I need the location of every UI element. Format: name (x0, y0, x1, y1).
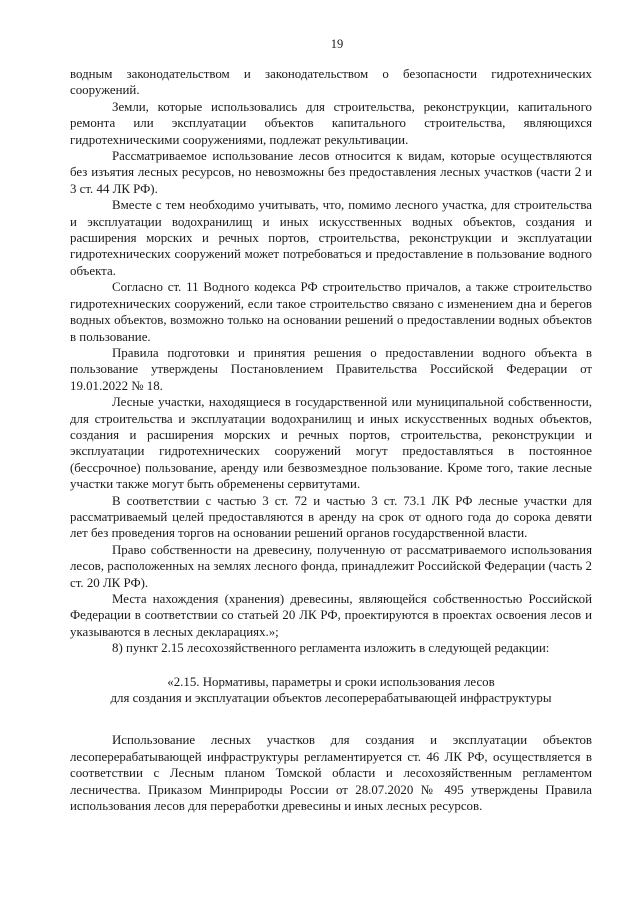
paragraph: Правила подготовки и принятия решения о предоставлении водного объекта в пользование утверждены Постановлением Правительства Российской Федерации от 19.01.2022 № 18. (70, 345, 592, 393)
page-number: 19 (330, 37, 344, 51)
paragraphs-after (70, 732, 592, 814)
paragraph: Вместе с тем необходимо учитывать, что, помимо лесного участка, для строительства и эксплуатации водохранилищ и иных искусственных водных объектов, создания и расширения морских и речных портов, строительства, реконструкции и эксплуатации гидротехнических сооружений может потребоваться и предоставление в пользование водного объекта. (70, 198, 592, 278)
paragraph: водным законодательством и законодательством о безопасности гидротехнических сооружений. (70, 67, 592, 98)
paragraph: 8) пункт 2.15 лесохозяйственного регламента изложить в следующей редакции: (112, 641, 550, 656)
paragraph: Использование лесных участков для создания и эксплуатации объектов лесоперерабатывающей инфраструктуры регламентируется ст. 46 ЛК РФ, осуществляется в соответствии с Лесным планом Томской области и лесохозяйственным регламентом лесничества. Приказом Минприроды России от 28.07.2020 № 495 утверждены Правила использования лесов для переработки древесины и иных лесных ресурсов. (70, 733, 592, 814)
paragraph: Лесные участки, находящиеся в государственной или муниципальной собственности, для строительства и эксплуатации водохранилищ и иных искусственных водных объектов, создания и расширения морских и речных портов, строительства, реконструкции и эксплуатации гидротехнических сооружений могут предоставляться в постоянное (бессрочное) пользование, аренду или безвозмездное пользование. Кроме того, такие лесные участки также могут быть обременены сервитутами. (70, 395, 592, 492)
paragraph: Места нахождения (хранения) древесины, являющейся собственностью Российской Федерации в соответствии со статьей 20 ЛК РФ, проектируются в проектах освоения лесов и указываются в лесных декларациях.»; (70, 592, 592, 639)
section-title-line-2: для создания и эксплуатации объектов лесоперерабатывающей инфраструктуры (110, 691, 552, 706)
paragraph: Земли, которые использовались для строительства, реконструкции, капитального ремонта или эксплуатации объектов капитального строительства, являющихся гидротехническими сооружениями, подлежат рекультивации. (70, 99, 592, 147)
paragraph: Право собственности на древесину, полученную от рассматриваемого использования лесов, расположенных на землях лесного фонда, принадлежит Российской Федерации (часть 2 ст. 20 ЛК РФ). (70, 542, 592, 590)
section-title (70, 674, 592, 707)
paragraph: В соответствии с частью 3 ст. 72 и частью 3 ст. 73.1 ЛК РФ лесные участки для рассматриваемый целей предоставляются в аренду на срок от одного года до сорока девяти лет без проведения торгов на основании решений органов государственной власти. (70, 493, 592, 541)
document-body (70, 66, 592, 814)
section-title-line-1: «2.15. Нормативы, параметры и сроки использования лесов (167, 674, 495, 689)
paragraph: Согласно ст. 11 Водного кодекса РФ строительство причалов, а также строительство гидротехнических сооружений, если такое строительство связано с изменением дна и берегов водных объектов, возможно только на основании решений о предоставлении водных объектов в пользование. (70, 280, 592, 344)
paragraph: Рассматриваемое использование лесов относится к видам, которые осуществляются без изъятия лесных ресурсов, но невозможны без предоставления лесных участков (части 2 и 3 ст. 44 ЛК РФ). (70, 149, 592, 196)
paragraphs-before (70, 66, 592, 657)
